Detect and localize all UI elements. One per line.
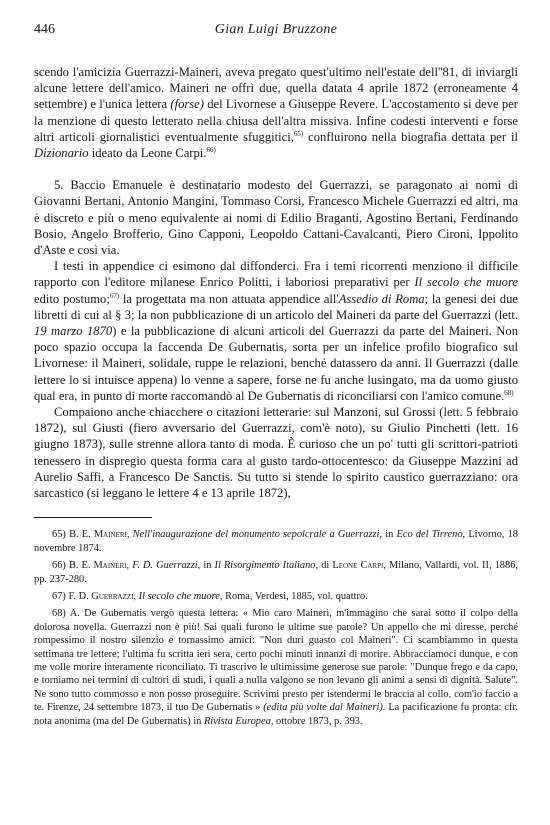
footnotes [34, 528, 518, 728]
footnote-66: 66) B. E. Maineri, F. D. Guerrazzi, in Il Risorgimento Italiano, di Leone Carpi, Milano, Vallardi, vol. II, 1886, pp. 237-280. [34, 560, 518, 585]
footnote-ref-66: 66) [206, 145, 216, 154]
book-page [34, 22, 518, 732]
footnote-67: 67) F. D. Guerrazzi, Il secolo che muore, Roma, Verdesi, 1885, vol. quattro. [52, 590, 368, 602]
paragraph-gap [34, 161, 518, 177]
body-text [34, 64, 518, 501]
paragraph-1: scendo l'amicizia Guerrazzi-Maineri, aveva pregato quest'ultimo nell'estate dell''81, di inviargli alcune lettere dell'amico. Maineri ne offrì due, quella datata 4 aprile 1872 (erroneamente 4 settembre) e l'unica lettera (forse) del Livornese a Giuseppe Revere. L'accostamento si deve per la menzione di questo letterato nella chiusa dell'altra missiva. Infine codesti interventi e forse altri articoli giornalistici eventualmente sfuggitici,$^{65)}$ confluirono nella biografia dettata per il Dizionario ideato da Leone Carpi.$^{66)}$ [34, 65, 518, 161]
footnote-68: 68) A. De Gubernatis vergò questa lettera: « Mio caro Maineri, m'immagino che sarai sotto il colpo della dolorosa novella. Guerrazzi non è più! Sai quali furono le ultime sue parole? Un appello che mi diresse, perché rompessimo il nostro silenzio e tornassimo amici: "Non duri guasto col Maineri". Ci scambiammo in questa settimana tre lettere; l'ultima fu scritta ieri sera, certo pochi minuti innanzi di morire. Abbracciamoci dunque, e con me volle morire interamente riconciliato. Ti trascrivo le ultimissime generose sue parole: "Dunque frego e da capo, e torniamo nei termini di cultori di studi, i quali a nulla valgono se non levano gli animi a sensi di dignità. Salute". Ne sono tutto commosso e non posso proseguire. Scrivimi presto per istendermi le braccia al collo, com'io faccio a te. Firenze, 24 settembre 1873, il tuo De Gubernatis » (edita più volte dal Maineri). La pacificazione fu pronta: cfr. nota anonima (ma del De Gubernatis) in Rivista Europea, ottobre 1873, p. 393. [34, 608, 518, 727]
footnote-ref-68: 68) [504, 388, 514, 397]
page-number: 446 [34, 22, 55, 37]
paragraph-4: Compaiono anche chiacchere o citazioni letterarie: sul Manzoni, sul Grossi (lett. 5 febbraio 1872), sul Giusti (fiero avversario del Guerrazzi, com'è noto), su Giulio Pinchetti (lett. 16 giugno 1873), sulle strenne allora tanto di moda. È curioso che un po' tutti gli scrittori-patrioti tenessero in dispregio questa forma cara al gusto tardo-ottocentesco: da Giuseppe Mazzini ad Aurelio Saffi, a Francesco De Sanctis. Su tutto si stende lo spirito caustico guerrazziano: ora sarcastico (si leggano le lettere 4 e 13 aprile 1872), [34, 405, 518, 501]
page-header [34, 22, 518, 44]
paragraph-section-5: 5. Baccio Emanuele è destinatario modesto del Guerrazzi, se paragonato ai nomi di Giovanni Bertani, Antonio Mangini, Tommaso Corsi, Francesco Michele Guerrazzi ed altri, ma è discreto e più o meno equivalente ai nomi di Edilio Braganti, Agostino Bertani, Ferdinando Bosio, Angelo Brofferio, Gino Capponi, Leopoldo Cattani-Cavalcanti, Piero Cironi, Ippolito d'Aste e così via. [34, 178, 518, 258]
footnote-separator [34, 517, 152, 518]
footnote-65: 65) B. E. Maineri, Nell'inaugurazione del monumento sepolcrale a Guerrazzi, in Eco del Tirreno, Livorno, 18 novembre 1874. [34, 529, 518, 554]
footnote-ref-67: 67) [109, 291, 120, 300]
footnote-ref-65: 65) [293, 129, 304, 138]
running-title: Gian Luigi Bruzzone [214, 22, 338, 37]
paragraph-3: I testi in appendice ci esimono dal diffonderci. Fra i temi ricorrenti menziono il difficile rapporto con l'editore milanese Enrico Politti, i laboriosi preparativi per Il secolo che muore edito postumo;$^{67)}$ la progettata ma non attuata appendice all'Assedio di Roma; la genesi dei due libretti di cui al § 3; la non pubblicazione di un articolo del Maineri da parte del Guerrazzi (lett. 19 marzo 1870) e la pubblicazione di alcuni articoli del Guerrazzi da parte del Maineri. Non poco spazio occupa la faccenda De Gubernatis, sorta per un infelice profilo biografico sul Livornese: il Maineri, solidale, ruppe le relazioni, benché datassero da anni. Il Guerrazzi (dalle lettere lo si intuisce appena) lo venne a sapere, forse ne fu anche lusingato, ma da uomo giusto qual era, in punto di morte raccomandò al De Gubernatis di riconciliarsi con l'amico comune.$^{68)}$ [34, 259, 518, 403]
